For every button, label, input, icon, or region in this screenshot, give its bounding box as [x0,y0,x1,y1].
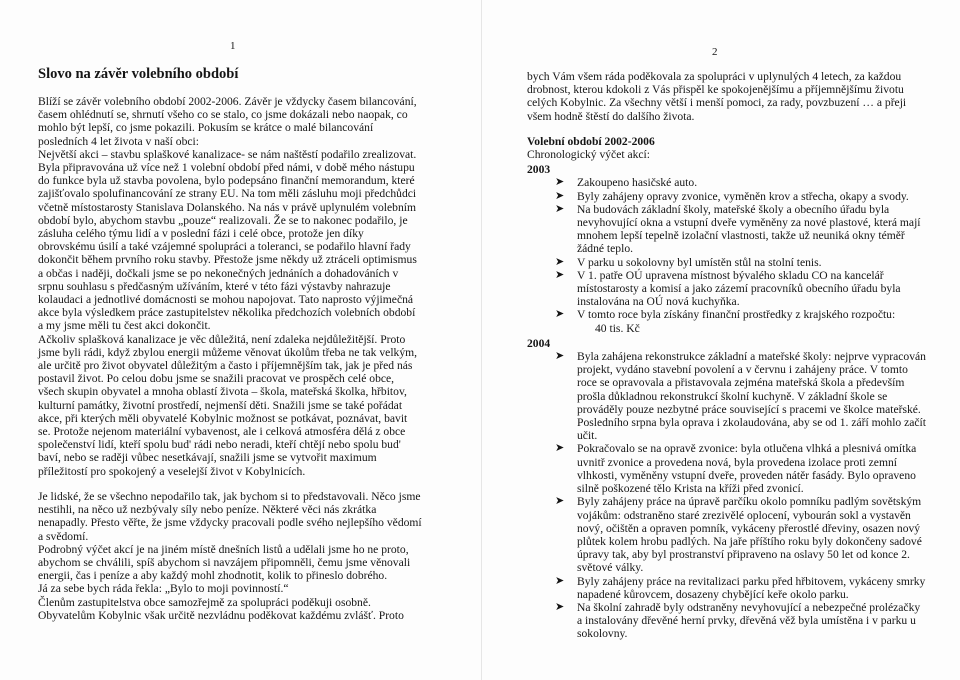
right-page [482,0,960,680]
paragraph: Největší akci – stavbu splaškové kanalizace- se nám naštěstí podařilo zrealizovat. Byla připravována už více než 1 volební období před námi, v době mého nástupu do funkce byla už stavba povolena, bylo podepsáno finanční memorandum, které zajišťovalo spolufinancování ze strany EU. Na tom měli zásluhu moji předchůdci včetně místostarosty Stanislava Dolanského. Na nás v právě uplynulém volebním období bylo, abychom stavbu „pouze“ realizovali. Že se to nakonec podařilo, je zásluha celého týmu lidí a v poslední fázi i celé obce, protože jen díky obrovskému úsilí a také vzájemné spolupráci a toleranci, se podařilo hlavní řady dokončit během prvního roku stavby. Přestože jsme někdy už ztráceli optimismus a občas i naději, dočkali jsme se po nekonečných jednáních a dohadováních v srpnu souhlasu s předčasným užíváním, které v této fázi výstavby nahrazuje kolaudaci a jednotlivé domácnosti se mohou napojovat. Tato naprosto výjimečná akce byla výsledkem práce zastupitelstev několika předchozích volebních období a my jsme měli tu čest akci dokončit. [38,147,417,333]
arrow-bullet-icon: ➤ [555,442,565,455]
list-item: ➤ Byly zahájeny opravy zvonice, vyměněn krov a střecha, okapy a svody. [555,189,909,203]
arrow-bullet-icon: ➤ [555,268,565,281]
arrow-bullet-icon: ➤ [555,176,565,189]
section-subheading: Chronologický výčet akcí: [527,148,650,162]
arrow-bullet-icon: ➤ [555,600,565,613]
page-number: 1 [230,40,236,52]
list-item: ➤ V tomto roce byla získány finanční prostředky z krajského rozpočtu: [555,308,896,322]
list-item: ➤ Byly zahájeny práce na revitalizaci parku před hřbitovem, vykáceny smrky napadené kůrovcem, dosazeny chybějící keře okolo parku. [555,574,926,601]
arrow-bullet-icon: ➤ [555,574,565,587]
list-item: ➤ Pokračovalo se na opravě zvonice: byla otlučena vlhká a plesnivá omítka uvnitř zvonice a provedena nová, byla provedena izolace proti zemní vlhkosti, vyměněny vstupní dveře, proveden nátěr fasády. Bylo opraveno silně poškozené tělo Krista na kříži před zvonicí. [555,442,917,496]
year-heading: 2003 [527,163,551,177]
funding-amount: 40 tis. Kč [595,321,640,335]
paragraph: Ačkoliv splašková kanalizace je věc důležitá, není zdaleka nejdůležitější. Proto jsme byli rádi, když zbylou energii můžeme věnovat úkolům třeba ne tak velkým, ale určitě pro život obyvatel důležitým a často i příjemnějším tak, jak je před nás postavil život. Po celou dobu jsme se snažili pracovat ve prospěch celé obce, všech skupin obyvatel a mnoha oblastí života – škola, mateřská školka, hřbitov, kulturní památky, životní prostředí, nejmenší děti. Snažili jsme se také pořádat akce, při kterých měli obyvatelé Kobylnic možnost se potkávat, poznávat, bavit se. Protože nejenom materiální vybavenost, ale i celková atmosféra dělá z obce společenství lidí, kteří spolu bud' rádi nebo neradi, kteří chtějí nebo spolu bud' baví, nebo se raději vůbec nesetkávají, snažili jsme se vytvořit maximum příležitostí pro spokojený a veselejší život v Kobylnicích. [38,332,418,478]
page-number: 2 [712,46,718,58]
year-heading: 2004 [527,336,551,350]
list-item: ➤ Na školní zahradě byly odstraněny nevyhovující a nebezpečné prolézačky a instalovány dřevěné herní prvky, dřevěná věž byla umístěna i v parku u sokolovny. [555,600,921,641]
paragraph: Je lidské, že se všechno nepodařilo tak, jak bychom si to představovali. Něco jsme nestihli, na něco už nezbývaly síly nebo peníze. Některé věci nás zkrátka nenapadly. Přesto věřte, že jsme vždycky pracovali podle svého nejlepšího vědomí a svědomí. [38,489,422,543]
chronology-body [527,70,927,641]
arrow-bullet-icon: ➤ [555,189,565,202]
arrow-bullet-icon: ➤ [555,255,565,268]
page-title: Slovo na závěr volebního období [38,66,239,82]
list-item: ➤ V parku u sokolovny byl umístěn stůl na stolní tenis. [555,255,822,269]
list-item: ➤ V 1. patře OÚ upravena místnost bývalého skladu CO na kancelář místostarosty a komisí a jako zázemí pracovníků obecního úřadu byla instalována na OÚ nová kuchyňka. [555,268,901,309]
list-item: ➤ Byla zahájena rekonstrukce základní a mateřské školy: nejprve vypracován projekt, vydáno stavební povolení a v červnu i zahájeny práce. V tomto roce se opravovala a přistavovala zejména mateřská škola a především prošla důkladnou rekonstrukcí školní kuchyně. V základní škole se prováděly pouze nezbytné práce související s pracemi ve školce mateřské. Posledního srpna byla oprava i zkolaudována, aby se od 1. září mohlo začít učit. [555,350,927,443]
arrow-bullet-icon: ➤ [555,495,565,508]
arrow-bullet-icon: ➤ [555,308,565,321]
intro-paragraph: bych Vám všem ráda poděkovala za spolupráci v uplynulých 4 letech, za každou drobnost, kterou kdokoli z Vás přispěl ke spokojenějšímu a příjemnějšímu životu celých Kobylnic. Za všechny větší i menší pomoci, za rady, povzbuzení … a přeji všem hodně štěstí do dalšího života. [527,70,907,123]
list-item: ➤ Na budovách základní školy, mateřské školy a obecního úřadu byla nevyhovující okna a vstupní dveře vyměněny za nové plastové, která mají mnohem lepší tepelně izolační vlastnosti, takže už neuniká okny téměř žádné teplo. [555,202,921,256]
paragraph: Podrobný výčet akcí je na jiném místě dnešních listů a udělali jsme ho ne proto, abychom se chválili, spíš abychom si navzájem připomněli, čemu jsme věnovali energii, čas i peníze a aby každý mohl zhodnotit, kolik to přineslo dobrého. [38,542,411,583]
arrow-bullet-icon: ➤ [555,350,565,363]
list-item: ➤ Zakoupeno hasičské auto. [555,176,698,190]
paragraph: Já za sebe bych ráda řekla: „Bylo to moji povinností.“ [38,582,289,596]
list-item: ➤ Byly zahájeny práce na úpravě parčíku okolo pomníku padlým sovětským vojákům: odstraněno staré zrezivělé oplocení, vybourán sokl a vystavěn nový, očištěn a opraven pomník, vykáceny přerostlé dřeviny, osazen nový plůtek kolem hrobu padlých. Na jaře příštího roku byly dokončeny sadové úpravy tak, aby byl prostranství připraveno na oslavy 50 let od konce 2. světové války. [555,495,922,575]
events-list [527,350,927,640]
arrow-bullet-icon: ➤ [555,202,565,215]
paragraph: Členům zastupitelstva obce samozřejmě za spolupráci poděkuji osobně. Obyvatelům Kobylnic však určitě nezvládnu poděkovat každému zvlášť. Proto [38,595,404,622]
events-list [527,176,927,321]
paragraph: Blíží se závěr volebního období 2002-2006. Závěr je vždycky časem bilancování, časem ohlédnutí se, shrnutí všeho co se stalo, co jsme dokázali nebo naopak, co mohlo být lepší, co jsme pokazili. Pokusím se krátce o malé bilancování posledních 4 let života v naší obci: [38,95,417,148]
article-body [38,95,422,622]
section-heading: Volební období 2002-2006 [527,134,655,148]
